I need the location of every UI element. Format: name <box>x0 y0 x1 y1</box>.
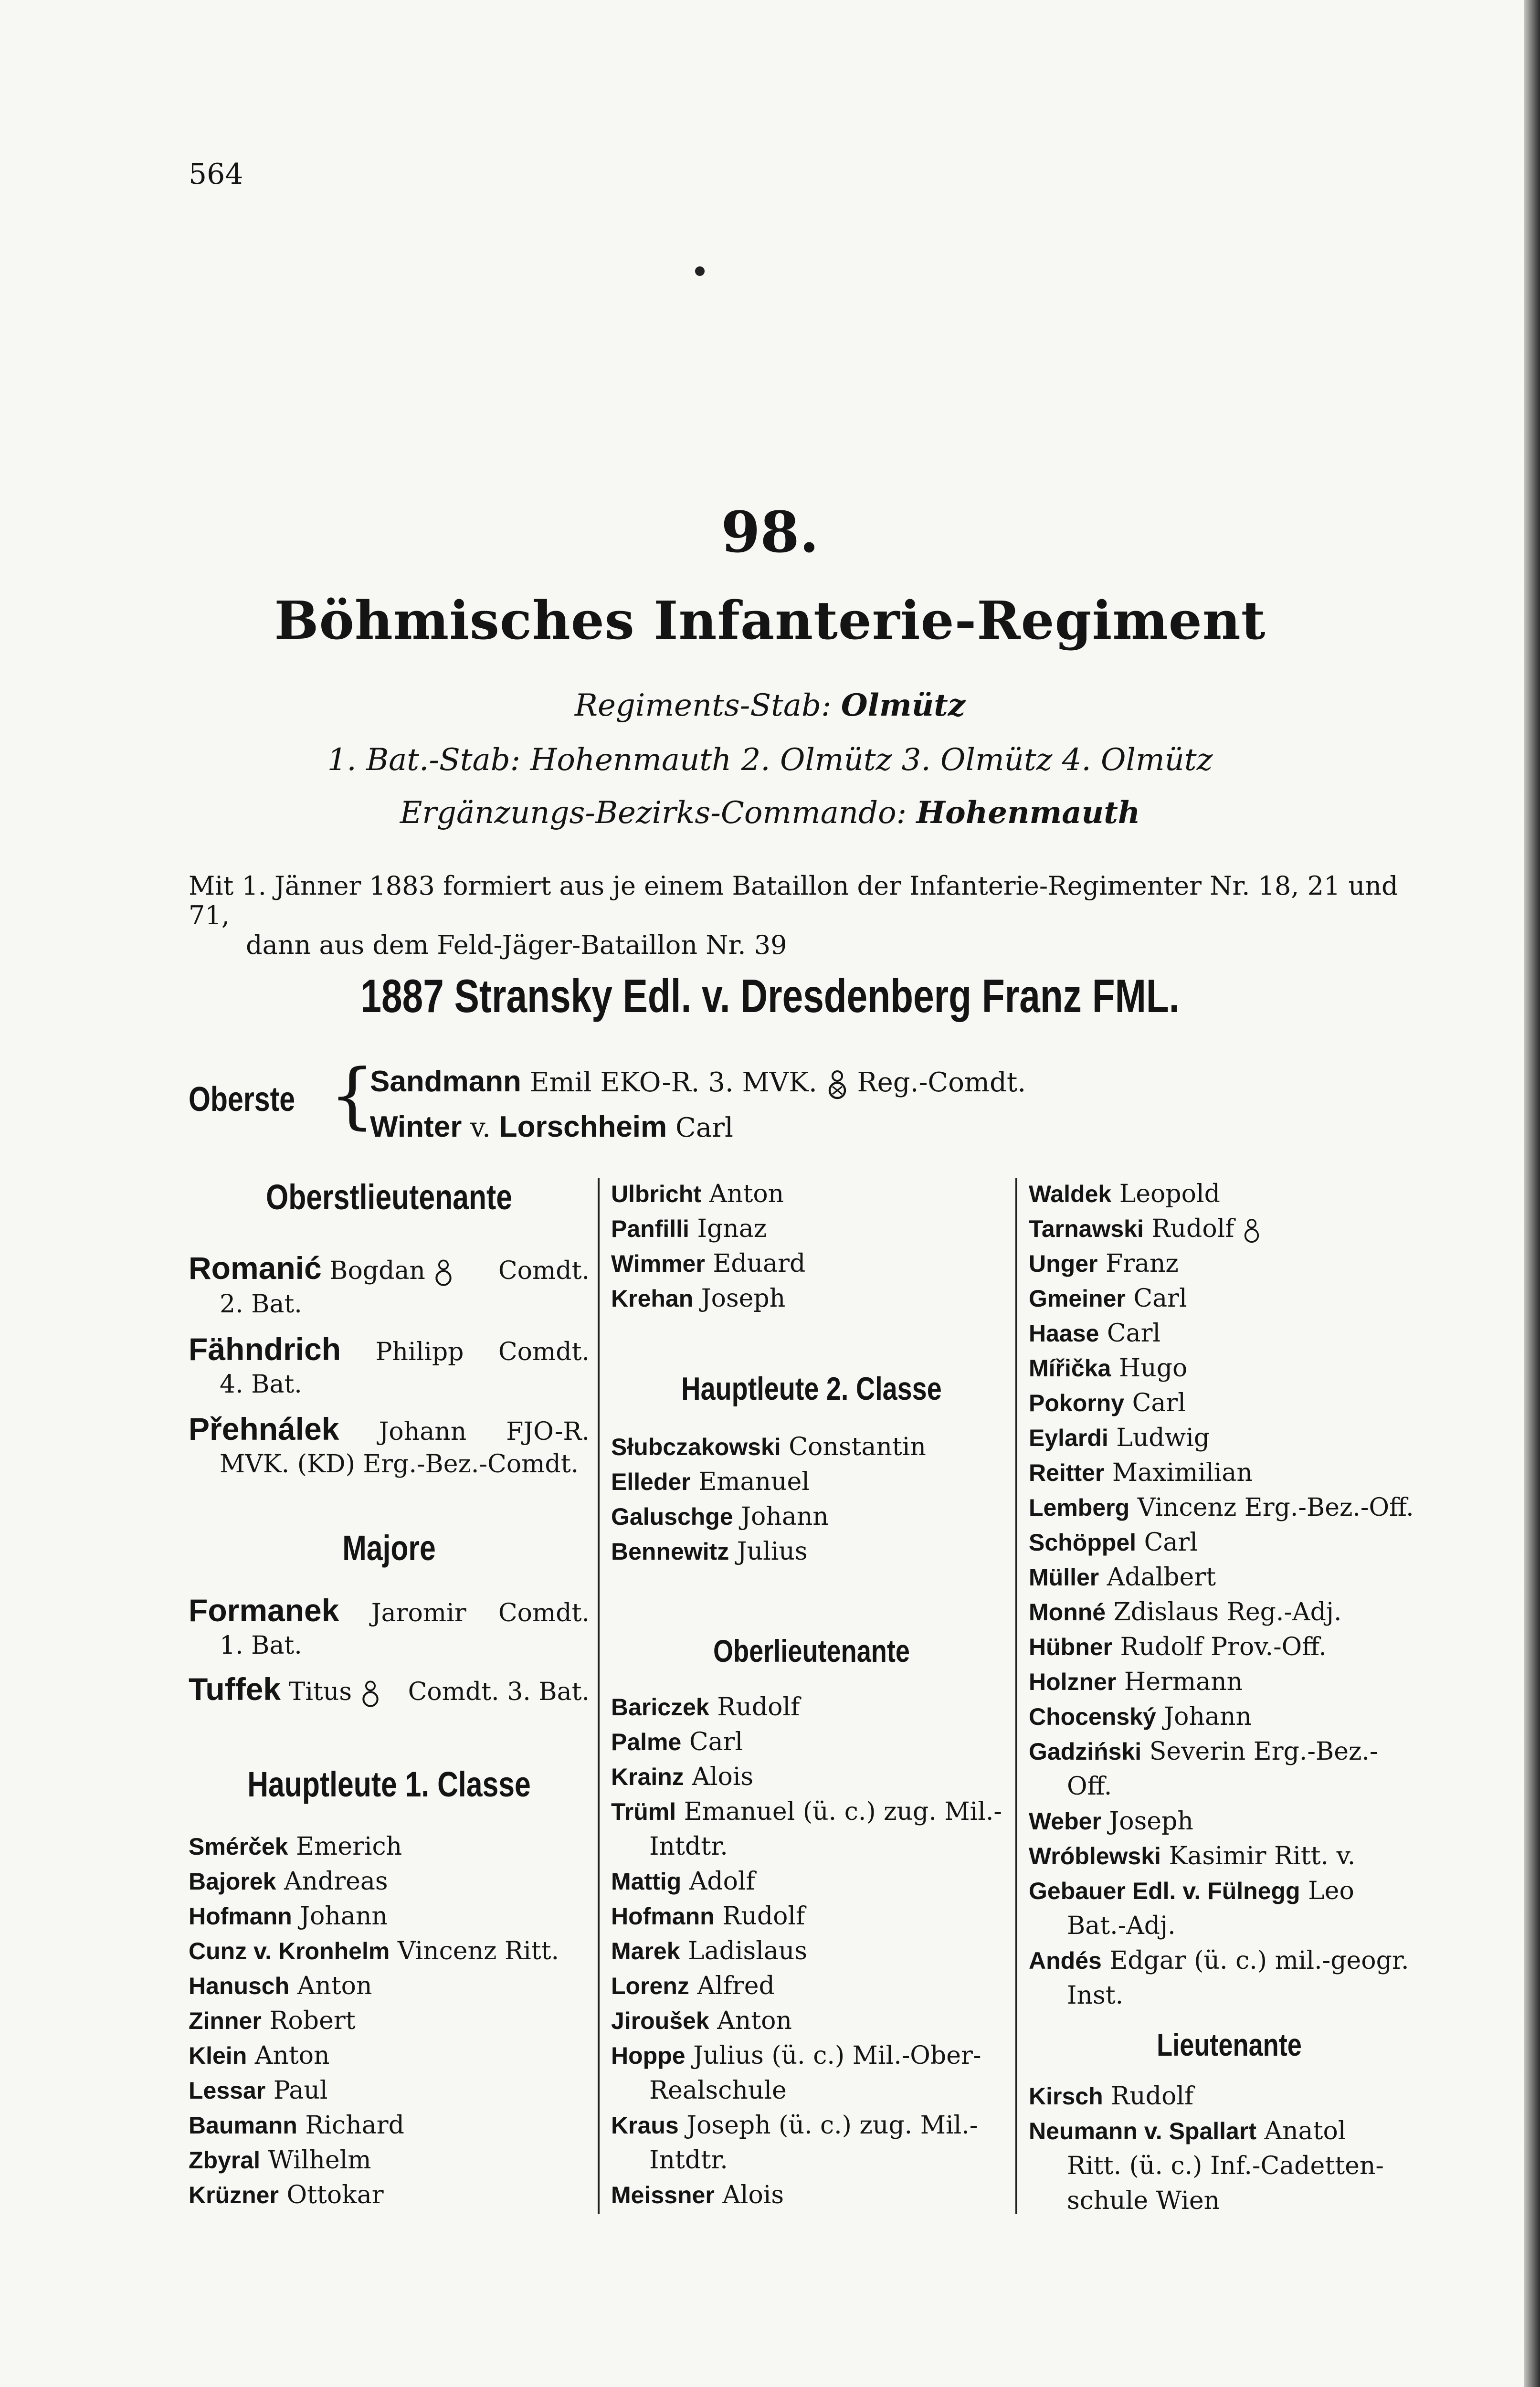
district-label: Ergänzungs-Bezirks-Commando: <box>400 795 907 831</box>
list-item <box>611 2108 1012 2143</box>
surname: Neumann v. Spallart <box>1029 2118 1256 2144</box>
regiment-number: 98. <box>721 499 819 565</box>
list-item <box>611 1177 1012 1212</box>
role: Comdt. <box>498 1599 590 1627</box>
given-name: Johann <box>379 1417 467 1446</box>
surname: Přehnálek <box>189 1411 339 1447</box>
list-item <box>189 1899 590 1934</box>
list-item-continuation: Intdtr. <box>649 1832 728 1861</box>
oberstlieutenante-heading: Oberstlieutenante <box>266 1177 512 1217</box>
list-item <box>611 1864 1012 1899</box>
list-item <box>1029 1246 1430 1281</box>
list-item <box>1029 1316 1430 1351</box>
battalion-staff-line: 1. Bat.-Stab: Hohenmauth 2. Olmütz 3. Olmütz 4. Olmütz <box>327 742 1213 778</box>
list-item <box>1029 1421 1430 1456</box>
given-name: Rudolf <box>1151 1215 1234 1243</box>
formation-note-line2: dann aus dem Feld-Jäger-Bataillon Nr. 39 <box>246 930 787 960</box>
hauptleute1-list <box>189 1829 590 2213</box>
oberlieutenante-list <box>611 1690 1012 2213</box>
surname: Bennewitz <box>611 1538 729 1565</box>
given-name: Emanuel <box>698 1468 810 1496</box>
list-item <box>189 1934 590 1969</box>
given-name: Eduard <box>713 1249 806 1278</box>
given-name: Carl <box>1107 1319 1161 1348</box>
given-name: Rudolf <box>722 1902 805 1931</box>
list-item <box>1029 1456 1430 1490</box>
given-name: Rudolf <box>1111 2082 1194 2111</box>
list-item-continuation: Ritt. (ü. c.) Inf.-Cadetten- <box>1067 2152 1384 2180</box>
column-rule-2 <box>1015 1178 1017 2214</box>
list-item <box>611 1725 1012 1760</box>
surname: Eylardi <box>1029 1425 1108 1451</box>
given-and-decorations: Emil EKO-R. 3. MVK. <box>529 1067 817 1098</box>
given-name: Severin Erg.-Bez.- <box>1149 1737 1378 1766</box>
list-item-continuation: Inst. <box>1067 1981 1124 2010</box>
surname: Galuschge <box>611 1503 733 1530</box>
list-item <box>1029 1630 1430 1665</box>
surname: Meissner <box>611 2182 715 2208</box>
list-item <box>1029 1490 1430 1525</box>
given-name: Alfred <box>697 1972 775 2000</box>
page-edge <box>1524 0 1540 2387</box>
regiment-staff-line <box>0 687 1540 723</box>
list-item <box>1029 1351 1430 1386</box>
oberstlieutenant-entry <box>189 1411 590 1479</box>
given-name: Zdislaus Reg.-Adj. <box>1113 1598 1342 1627</box>
list-item <box>611 1795 1012 1829</box>
list-item <box>189 2004 590 2038</box>
page-number: 564 <box>189 158 243 191</box>
list-item-continuation: Realschule <box>649 2076 787 2105</box>
given-name: Leo <box>1308 1877 1354 1905</box>
list-item-continuation: Intdtr. <box>649 2146 728 2175</box>
given-name: Vincenz Erg.-Bez.-Off. <box>1137 1493 1414 1522</box>
oberst-entry <box>370 1065 1026 1100</box>
list-item <box>1029 1804 1430 1839</box>
list-item <box>611 1281 1012 1316</box>
order-medal-icon <box>1242 1217 1261 1244</box>
given-name: Hermann <box>1124 1668 1243 1696</box>
col2-top-list <box>611 1177 1012 1316</box>
given-name: Philipp <box>375 1338 464 1366</box>
given-name: Franz <box>1106 1249 1179 1278</box>
major-entry <box>189 1592 590 1660</box>
given-name: Carl <box>689 1728 743 1756</box>
given-name: Richard <box>305 2111 404 2140</box>
printer-dot <box>695 266 705 276</box>
surname: Waldek <box>1029 1181 1112 1207</box>
list-item <box>189 2073 590 2108</box>
surname: Lorenz <box>611 1973 689 1999</box>
given-name: Vincenz Ritt. <box>397 1937 559 1965</box>
given-name: Emerich <box>296 1832 402 1861</box>
surname: Pokorny <box>1029 1390 1125 1416</box>
surname: Tuffek <box>189 1671 281 1707</box>
given-name: Johann <box>741 1502 829 1531</box>
surname: Lemberg <box>1029 1494 1130 1521</box>
given-name: Julius (ü. c.) Mil.-Ober- <box>693 2041 981 2070</box>
list-item <box>1029 1700 1430 1734</box>
given-name: Ottokar <box>286 2181 384 2209</box>
continuation: 1. Bat. <box>220 1631 302 1660</box>
surname: Panfilli <box>611 1215 689 1242</box>
surname: Hübner <box>1029 1634 1112 1660</box>
list-item <box>611 1534 1012 1569</box>
given-name: Carl <box>1144 1528 1198 1557</box>
hauptleute2-heading: Hauptleute 2. Classe <box>681 1371 942 1407</box>
list-item <box>1029 1525 1430 1560</box>
list-item <box>189 2178 590 2213</box>
given-name: Adolf <box>689 1867 755 1896</box>
surname: Reitter <box>1029 1459 1105 1486</box>
surname: Krehan <box>611 1285 694 1312</box>
list-item <box>1029 1595 1430 1630</box>
list-item-continuation: Off. <box>1067 1772 1112 1801</box>
oberlieutenante-heading: Oberlieutenante <box>713 1633 910 1669</box>
surname: Mattig <box>611 1868 682 1895</box>
given-name: Johann <box>1164 1702 1252 1731</box>
list-item <box>611 2038 1012 2073</box>
major-entry <box>189 1671 590 1708</box>
given-name: Rudolf <box>717 1693 800 1722</box>
list-item <box>189 2108 590 2143</box>
list-item <box>1029 1212 1430 1246</box>
surname: Zbyral <box>189 2147 261 2174</box>
regiment-title: Böhmisches Infanterie-Regiment <box>274 590 1266 651</box>
list-item <box>611 1500 1012 1534</box>
brace-symbol: { <box>329 1054 375 1137</box>
given-name: Wilhelm <box>268 2146 371 2175</box>
list-item <box>611 1969 1012 2004</box>
surname: Fähndrich <box>189 1331 341 1367</box>
given-name: Julius <box>737 1537 808 1566</box>
continuation: 4. Bat. <box>220 1370 302 1399</box>
surname: Smérček <box>189 1833 288 1860</box>
given-name: Carl <box>675 1112 733 1143</box>
list-item <box>611 1760 1012 1795</box>
order-medal-icon <box>826 1069 849 1100</box>
oberst-entry <box>370 1110 733 1144</box>
list-item <box>611 2178 1012 2213</box>
surname: Müller <box>1029 1564 1099 1591</box>
list-item <box>189 1829 590 1864</box>
given-name: Joseph <box>1109 1807 1193 1836</box>
given-name: Ignaz <box>697 1215 767 1243</box>
list-item <box>611 1934 1012 1969</box>
given-name: Rudolf Prov.-Off. <box>1120 1633 1327 1661</box>
staff-label: Regiments-Stab: <box>574 688 832 723</box>
staff-location: Olmütz <box>841 687 966 723</box>
surname: Romanić <box>189 1250 322 1286</box>
surname: Kirsch <box>1029 2083 1103 2110</box>
given-name: Leopold <box>1119 1180 1220 1208</box>
surname: Ulbricht <box>611 1181 701 1207</box>
surname: Bariczek <box>611 1694 709 1721</box>
surname: Mířička <box>1029 1355 1111 1382</box>
surname: Wróblewski <box>1029 1843 1161 1869</box>
given-name: Anton <box>717 2007 792 2035</box>
list-item <box>1029 1177 1430 1212</box>
continuation: 2. Bat. <box>220 1289 302 1319</box>
role: Reg.-Comdt. <box>857 1067 1026 1098</box>
surname: Baumann <box>189 2112 297 2139</box>
surname: Schöppel <box>1029 1529 1137 1556</box>
surname: Formanek <box>189 1593 339 1628</box>
list-item-continuation: Bat.-Adj. <box>1067 1912 1176 1940</box>
continuation: MVK. (KD) Erg.-Bez.-Comdt. <box>220 1450 579 1479</box>
surname: Wimmer <box>611 1250 705 1277</box>
decoration: FJO-R. <box>506 1417 590 1446</box>
list-item <box>1029 1734 1430 1769</box>
given-name: Joseph (ü. c.) zug. Mil.- <box>686 2111 978 2140</box>
list-item <box>189 2143 590 2178</box>
surname: Gadziński <box>1029 1738 1142 1765</box>
role: Comdt. 3. Bat. <box>408 1678 590 1706</box>
surname: Hofmann <box>189 1903 292 1930</box>
surname: Tarnawski <box>1029 1215 1144 1242</box>
list-item <box>189 2038 590 2073</box>
given-name: Bogdan <box>329 1257 425 1285</box>
given-name: Andreas <box>284 1867 388 1896</box>
given-name: Anton <box>709 1180 784 1208</box>
given-name: Edgar (ü. c.) mil.-geogr. <box>1109 1946 1409 1975</box>
list-item <box>611 2004 1012 2038</box>
given-name: Joseph <box>701 1284 786 1313</box>
given-name: Johann <box>300 1902 388 1931</box>
list-item <box>611 1899 1012 1934</box>
given-name: Titus <box>288 1678 352 1706</box>
surname: Gebauer Edl. v. Fülnegg <box>1029 1878 1300 1904</box>
surname: Krainz <box>611 1764 684 1790</box>
list-item <box>611 1430 1012 1465</box>
surname: Haase <box>1029 1320 1099 1347</box>
given-name: Hugo <box>1118 1354 1188 1383</box>
surname: Jiroušek <box>611 2007 709 2034</box>
surname: Trüml <box>611 1798 676 1825</box>
given-name: Paul <box>273 2076 328 2105</box>
given-name: Alois <box>722 2181 784 2209</box>
oberste-label: Oberste <box>189 1080 295 1119</box>
surname: Sandmann <box>370 1065 521 1098</box>
list-item <box>1029 2114 1430 2149</box>
lieutenante-list <box>1029 2079 1430 2218</box>
surname: Lessar <box>189 2077 266 2104</box>
list-item <box>1029 1839 1430 1874</box>
list-item <box>1029 1874 1430 1909</box>
given-name: Ladislaus <box>688 1937 808 1965</box>
surname: Klein <box>189 2042 247 2069</box>
given-name: Adalbert <box>1107 1563 1216 1592</box>
list-item <box>189 1864 590 1899</box>
list-item <box>1029 1560 1430 1595</box>
given-name: Robert <box>269 2007 356 2035</box>
given-name: Carl <box>1132 1389 1186 1417</box>
list-item <box>1029 1386 1430 1421</box>
list-item <box>189 1969 590 2004</box>
surname: Winter <box>370 1110 462 1143</box>
given-name: Maximilian <box>1112 1458 1253 1487</box>
list-item <box>1029 2079 1430 2114</box>
given-name: Anton <box>254 2041 330 2070</box>
given-name: Kasimir Ritt. v. <box>1169 1842 1356 1870</box>
order-medal-icon <box>433 1258 454 1287</box>
given-name: Emanuel (ü. c.) zug. Mil.- <box>684 1797 1002 1826</box>
given-name: Anatol <box>1264 2117 1346 2145</box>
list-item <box>1029 1665 1430 1700</box>
surname: Andés <box>1029 1947 1102 1974</box>
oberstlieutenant-entry <box>189 1250 590 1319</box>
list-item <box>611 1246 1012 1281</box>
formation-note <box>189 871 1430 960</box>
surname: Marek <box>611 1938 680 1965</box>
surname: Kraus <box>611 2112 679 2139</box>
particle: v. <box>470 1112 491 1143</box>
surname-2: Lorschheim <box>499 1110 667 1143</box>
hauptleute1-heading: Hauptleute 1. Classe <box>247 1764 531 1804</box>
surname: Hoppe <box>611 2042 686 2069</box>
list-item-continuation: schule Wien <box>1067 2186 1220 2215</box>
surname: Bajorek <box>189 1868 276 1895</box>
surname: Unger <box>1029 1250 1098 1277</box>
surname: Holzner <box>1029 1669 1117 1695</box>
lieutenante-heading: Lieutenante <box>1157 2027 1302 2062</box>
surname: Chocenský <box>1029 1703 1156 1730</box>
hauptleute2-list <box>611 1430 1012 1569</box>
surname: Hofmann <box>611 1903 715 1930</box>
formation-note-line1: Mit 1. Jänner 1883 formiert aus je einem Bataillon der Infanterie-Regimenter Nr. 18, 21 und 71, <box>189 871 1398 930</box>
given-name: Alois <box>692 1763 754 1791</box>
district-location: Hohenmauth <box>916 795 1140 831</box>
surname: Weber <box>1029 1808 1101 1835</box>
role: Comdt. <box>498 1338 590 1366</box>
list-item <box>611 1212 1012 1246</box>
col3-list <box>1029 1177 1430 2013</box>
regiment-chief: 1887 Stransky Edl. v. Dresdenberg Franz FML. <box>360 970 1180 1022</box>
surname: Zinner <box>189 2007 262 2034</box>
surname: Elleder <box>611 1468 691 1495</box>
surname: Hanusch <box>189 1973 290 1999</box>
given-name: Anton <box>297 1972 372 2000</box>
given-name: Carl <box>1133 1284 1187 1313</box>
surname: Monné <box>1029 1599 1106 1626</box>
list-item <box>1029 1943 1430 1978</box>
list-item <box>1029 1281 1430 1316</box>
surname: Cunz v. Kronhelm <box>189 1938 390 1965</box>
given-name: Constantin <box>789 1433 926 1461</box>
given-name: Jaromir <box>371 1599 466 1627</box>
oberstlieutenant-entry <box>189 1331 590 1399</box>
role: Comdt. <box>498 1257 590 1285</box>
district-command-line <box>0 795 1540 831</box>
list-item <box>611 1465 1012 1500</box>
order-medal-icon <box>360 1679 381 1708</box>
surname: Krüzner <box>189 2182 279 2208</box>
list-item <box>611 1690 1012 1725</box>
column-rule-1 <box>598 1178 600 2214</box>
surname: Gmeiner <box>1029 1285 1126 1312</box>
surname: Palme <box>611 1729 682 1755</box>
majore-heading: Majore <box>342 1528 436 1568</box>
given-name: Ludwig <box>1116 1424 1210 1452</box>
surname: Słubczakowski <box>611 1434 781 1460</box>
